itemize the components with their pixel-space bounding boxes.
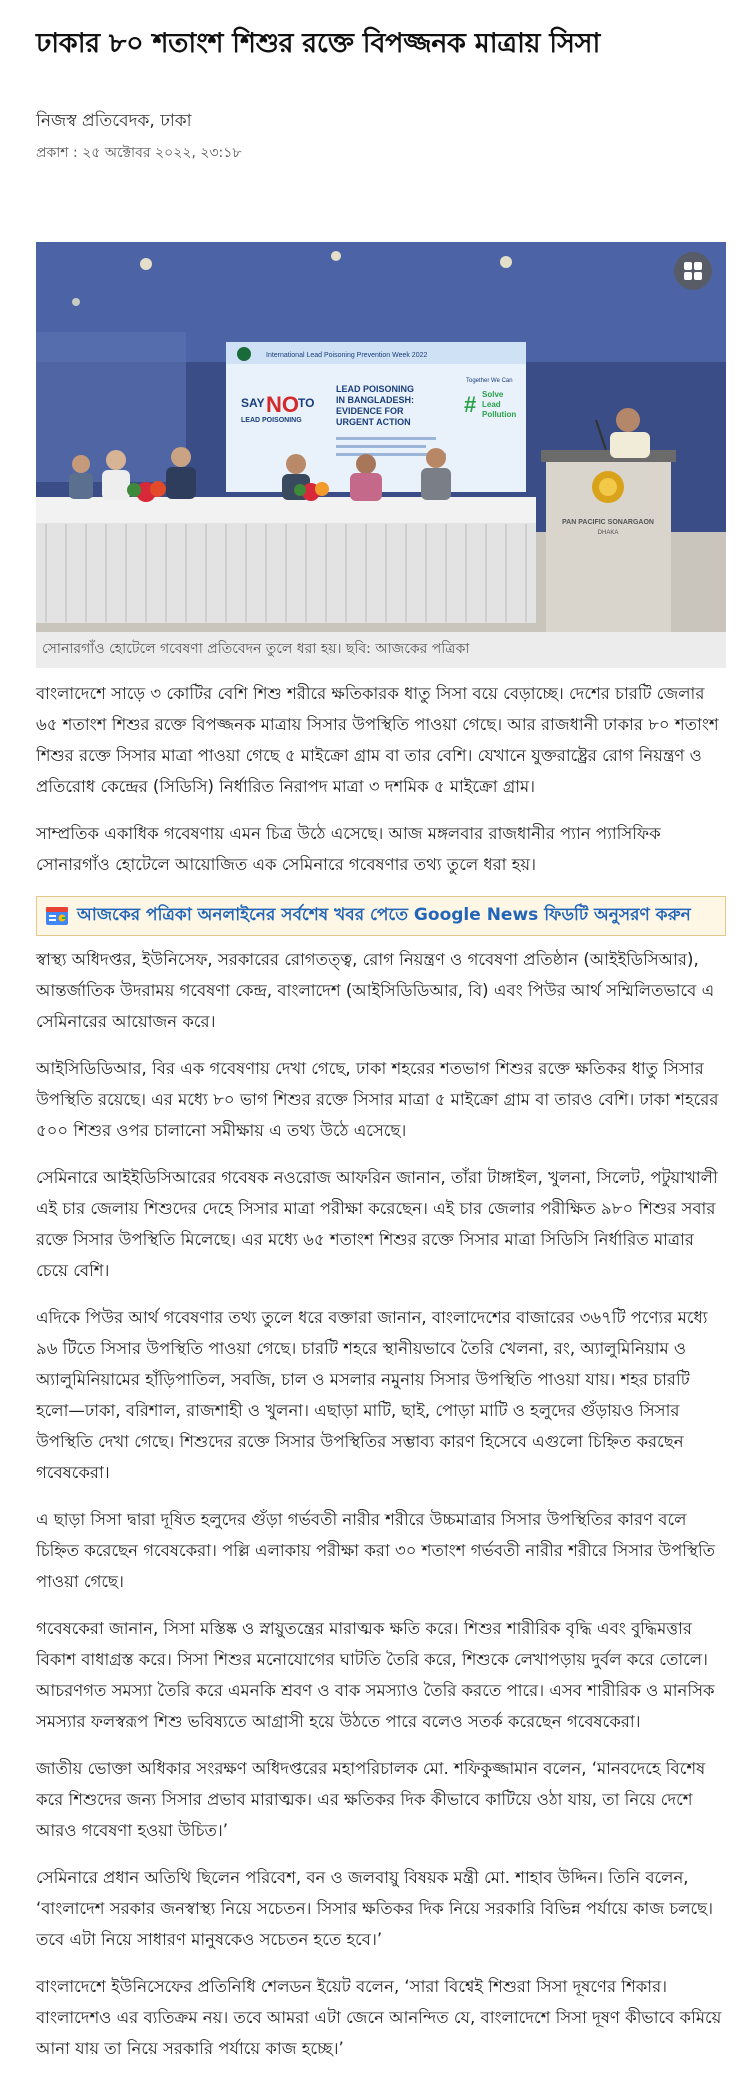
article-paragraph: এ ছাড়া সিসা দ্বারা দূষিত হলুদের গুঁড়া গর্ভবতী নারীর শরীরে উচ্চমাত্রার সিসার উপস্থিতির কারণ বলে চিহ্নিত করেছেন গবেষকেরা। পল্লি এলাকায় পরীক্ষা করা ৩০ শতাংশ গর্ভবতী নারীর শরীরে সিসার উপস্থিতি পাওয়া গেছে।: [36, 1510, 716, 1591]
seminar-photo-illustration: [36, 242, 726, 632]
svg-text:TO: TO: [298, 396, 315, 410]
article-photo[interactable]: [36, 242, 726, 632]
svg-text:PAN PACIFIC SONARGAON: PAN PACIFIC SONARGAON: [562, 519, 654, 526]
svg-text:Together We Can: Together We Can: [466, 378, 513, 384]
svg-text:SAY: SAY: [241, 396, 265, 410]
svg-text:#: #: [464, 392, 477, 417]
svg-text:LEAD POISONING: LEAD POISONING: [241, 417, 302, 424]
svg-text:NO: NO: [266, 392, 299, 417]
article-headline: ঢাকার ৮০ শতাংশ শিশুর রক্তে বিপজ্জনক মাত্রায় সিসা: [36, 28, 600, 59]
svg-text:Lead: Lead: [482, 400, 501, 409]
svg-text:URGENT ACTION: URGENT ACTION: [336, 417, 411, 427]
photo-caption: সোনারগাঁও হোটেলে গবেষণা প্রতিবেদন তুলে ধরা হয়। ছবি: আজকের পত্রিকা: [36, 632, 726, 668]
banner-title: International Lead Poisoning Prevention Week 2022: [266, 352, 428, 359]
google-news-follow-link[interactable]: [36, 896, 726, 936]
article-paragraph: বাংলাদেশে ইউনিসেফের প্রতিনিধি শেলডন ইয়েট বলেন, ‘সারা বিশ্বেই শিশুরা সিসা দূষণের শিকার। বাংলাদেশও এর ব্যতিক্রম নয়। তবে আমরা এটা জেনে আনন্দিত যে, বাংলাদেশে সিসা দূষণ কীভাবে কমিয়ে আনা যায় তা নিয়ে সরকারি পর্যায়ে কাজ হচ্ছে।’: [36, 1977, 722, 2058]
publish-date: প্রকাশ : ২৫ অক্টোবর ২০২২, ২৩:১৮: [36, 145, 242, 161]
svg-text:LEAD POISONING: LEAD POISONING: [336, 384, 415, 394]
article-paragraph: বাংলাদেশে সাড়ে ৩ কোটির বেশি শিশু শরীরে ক্ষতিকারক ধাতু সিসা বয়ে বেড়াচ্ছে। দেশের চারটি জেলার ৬৫ শতাংশ শিশুর রক্তে বিপজ্জনক মাত্রায় সিসার উপস্থিতি পাওয়া গেছে। আর রাজধানী ঢাকার ৮০ শতাংশ শিশুর রক্তে সিসার মাত্রা পাওয়া গেছে ৫ মাইক্রো গ্রাম বা তার বেশি। যেখানে যুক্তরাষ্ট্রের রোগ নিয়ন্ত্রণ ও প্রতিরোধ কেন্দ্রের (সিডিসি) নির্ধারিত নিরাপদ মাত্রা ৩ দশমিক ৫ মাইক্রো গ্রাম।: [36, 684, 719, 796]
svg-text:Pollution: Pollution: [482, 410, 517, 419]
article-figure: [36, 242, 726, 668]
article-paragraph: সেমিনারে প্রধান অতিথি ছিলেন পরিবেশ, বন ও জলবায়ু বিষয়ক মন্ত্রী মো. শাহাব উদ্দিন। তিনি বলেন, ‘বাংলাদেশ সরকার জনস্বাস্থ্য নিয়ে সচেতন। সিসার ক্ষতিকর দিক নিয়ে সরকারি বিভিন্ন পর্যায়ে কাজ চলছে। তবে এটা নিয়ে সাধারণ মানুষকেও সচেতন হতে হবে।’: [36, 1868, 714, 1949]
article-paragraph: গবেষকেরা জানান, সিসা মস্তিষ্ক ও স্নায়ুতন্ত্রের মারাত্মক ক্ষতি করে। শিশুর শারীরিক বৃদ্ধি এবং বুদ্ধিমত্তার বিকাশ বাধাগ্রস্ত করে। সিসা শিশুর মনোযোগের ঘাটতি তৈরি করে, শিশুকে লেখাপড়ায় দুর্বল করে তোলে। আচরণগত সমস্যা তৈরি করে এমনকি শ্রবণ ও বাক সমস্যাও তৈরি করতে পারে। এসব শারীরিক ও মানসিক সমস্যার ফলস্বরূপ শিশু ভবিষ্যতে আগ্রাসী হয়ে উঠতে পারে বলেও সতর্ক করেছেন গবেষকেরা।: [36, 1619, 715, 1731]
svg-text:IN BANGLADESH:: IN BANGLADESH:: [336, 395, 414, 405]
article-paragraph: স্বাস্থ্য অধিদপ্তর, ইউনিসেফ, সরকারের রোগতত্ত্ব, রোগ নিয়ন্ত্রণ ও গবেষণা প্রতিষ্ঠান (আইইডিসিআর), আন্তর্জাতিক উদরাময় গবেষণা কেন্দ্র, বাংলাদেশ (আইসিডিডিআর, বি) এবং পিউর আর্থ সম্মিলিতভাবে এ সেমিনারের আয়োজন করে।: [36, 950, 715, 1031]
event-banner: [226, 342, 526, 492]
article-paragraph: সেমিনারে আইইডিসিআরের গবেষক নওরোজ আফরিন জানান, তাঁরা টাঙ্গাইল, খুলনা, সিলেট, পটুয়াখালী এই চার জেলায় শিশুদের দেহে সিসার মাত্রা পরীক্ষা করেছেন। এই চার জেলার পরীক্ষিত ৯৮০ শিশুর সবার রক্তে সিসার উপস্থিতি মিলেছে। এর মধ্যে ৬৫ শতাংশ শিশুর রক্তে সিসার মাত্রা সিডিসি নির্ধারিত মাত্রার চেয়ে বেশি।: [36, 1168, 718, 1280]
podium: [541, 450, 676, 632]
gallery-grid-icon[interactable]: [674, 252, 712, 290]
svg-text:EVIDENCE FOR: EVIDENCE FOR: [336, 406, 404, 416]
article-paragraph: জাতীয় ভোক্তা অধিকার সংরক্ষণ অধিদপ্তরের মহাপরিচালক মো. শফিকুজ্জামান বলেন, ‘মানবদেহে বিশেষ করে শিশুদের জন্য সিসার প্রভাব মারাত্মক। এর ক্ষতিকর দিক কীভাবে কাটিয়ে ওঠা যায়, তা নিয়ে দেশে আরও গবেষণা হওয়া উচিত।’: [36, 1759, 706, 1840]
article-paragraph: সাম্প্রতিক একাধিক গবেষণায় এমন চিত্র উঠে এসেছে। আজ মঙ্গলবার রাজধানীর প্যান প্যাসিফিক সোনারগাঁও হোটেলে আয়োজিত এক সেমিনারে গবেষণার তথ্য তুলে ধরা হয়।: [36, 824, 661, 874]
article-paragraph: এদিকে পিউর আর্থ গবেষণার তথ্য তুলে ধরে বক্তারা জানান, বাংলাদেশের বাজারের ৩৬৭টি পণ্যের মধ্যে ৯৬ টিতে সিসার উপস্থিতি পাওয়া গেছে। চারটি শহরে স্থানীয়ভাবে তৈরি খেলনা, রং, অ্যালুমিনিয়াম ও অ্যালুমিনিয়ামের হাঁড়িপাতিল, সবজি, চাল ও মসলার নমুনায় সিসার উপস্থিতি পাওয়া যায়। শহর চারটি হলো—ঢাকা, বরিশাল, রাজশাহী ও খুলনা। এছাড়া মাটি, ছাই, পোড়া মাটি ও হলুদের গুঁড়ায়ও সিসার উপস্থিতি দেখা গেছে। শিশুদের রক্তে সিসার উপস্থিতির সম্ভাব্য কারণ হিসেবে এগুলো চিহ্নিত করছেন গবেষকেরা।: [36, 1308, 708, 1482]
article-paragraph: আইসিডিডিআর, বির এক গবেষণায় দেখা গেছে, ঢাকা শহরের শতভাগ শিশুর রক্তে ক্ষতিকর ধাতু সিসার উপস্থিতি রয়েছে। এর মধ্যে ৮০ ভাগ শিশুর রক্তে সিসার মাত্রা ৫ মাইক্রো গ্রাম বা তারও বেশি। ঢাকা শহরের ৫০০ শিশুর ওপর চালানো সমীক্ষায় এ তথ্য উঠে এসেছে।: [36, 1059, 719, 1140]
article-byline: নিজস্ব প্রতিবেদক, ঢাকা: [36, 111, 192, 131]
svg-text:DHAKA: DHAKA: [597, 530, 619, 536]
article: [36, 26, 726, 2064]
svg-text:Solve: Solve: [482, 390, 504, 399]
google-news-follow-text: আজকের পত্রিকা অনলাইনের সর্বশেষ খবর পেতে Google News ফিডটি অনুসরণ করুন: [77, 905, 691, 925]
google-news-icon: [45, 905, 69, 927]
